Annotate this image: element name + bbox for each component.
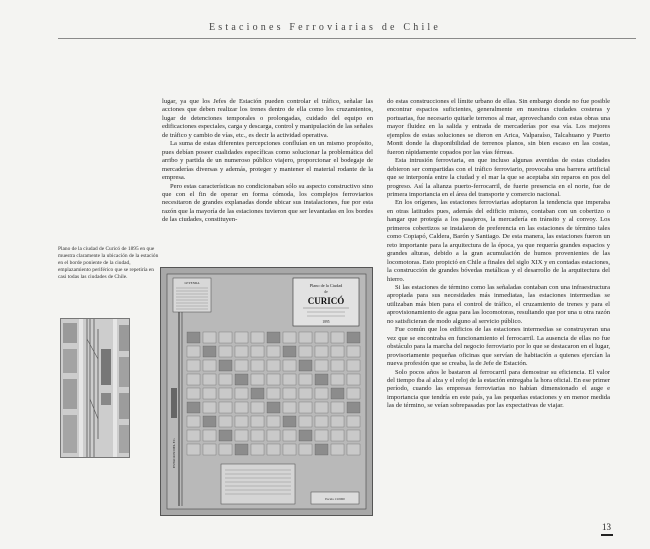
map-title-year: 1895 (322, 320, 330, 324)
city-block (283, 402, 296, 413)
map-title-main: CURICÓ (307, 296, 345, 306)
city-block (283, 332, 296, 343)
city-block (315, 388, 328, 399)
city-block (347, 374, 360, 385)
figure-caption: Plano de la ciudad de Curicó de 1895 en que muestra claramente la ubicación de la estación en el borde poniente de la ciudad, emplazamiento periférico que se repetiría en casi todas las ciudades de Chile. (58, 246, 159, 280)
city-block (299, 402, 312, 413)
city-block (299, 388, 312, 399)
city-block (251, 388, 264, 399)
city-block (331, 332, 344, 343)
city-block (235, 360, 248, 371)
city-block (203, 360, 216, 371)
city-block (203, 416, 216, 427)
city-block (267, 388, 280, 399)
city-block (347, 444, 360, 455)
city-block (315, 332, 328, 343)
city-block (347, 346, 360, 357)
city-block (235, 374, 248, 385)
city-block (299, 360, 312, 371)
city-block (267, 360, 280, 371)
city-block (347, 332, 360, 343)
city-block (219, 388, 232, 399)
city-block (331, 388, 344, 399)
paragraph: En los orígenes, las estaciones ferroviarias adoptaron la tendencia que imperaba en otras latitudes pues, además del edificio mismo, contaban con un cobertizo o hangar que protegía a los pasajeros, la mercadería en tránsito y al convoy. Los primeros cobertizos se instalaron de preferencia en las estaciones de término tales como Copiapó, Caldera, Barón y Santiago. De esta manera, las estaciones fueron un reto importante para la arquitectura de la época, ya que requería grandes espacios y grandes alturas, debido a la gran acumulación de humos provenientes de las locomotoras. Esto propició en Chile a finales del siglo XIX y en contadas estaciones, la construcción de grandes bóvedas metálicas y el desarrollo de la arquitectura del hierro. (387, 199, 610, 283)
city-block (203, 374, 216, 385)
map-legend-title: LEYENDA (184, 281, 200, 285)
city-block (315, 402, 328, 413)
map-street-label: ESTACION DEL F.C. (172, 437, 176, 468)
city-block (235, 346, 248, 357)
header-rule (58, 38, 636, 39)
map-title-line1: Plano de la Ciudad (309, 283, 343, 288)
city-block (219, 416, 232, 427)
city-block (315, 430, 328, 441)
city-block (283, 374, 296, 385)
city-block (331, 374, 344, 385)
city-block (267, 444, 280, 455)
city-block (299, 444, 312, 455)
city-block (299, 374, 312, 385)
paragraph: Pero estas características no condicionaban sólo su aspecto constructivo sino que con el fin de operar en forma cómoda, los complejos ferroviarios necesitaron de grandes explanadas donde ubicar sus instalaciones, fue por esta razón que la mayoría de las estaciones tuvieron que ser levantadas en los bordes de las ciudades, constituyen- (162, 182, 373, 224)
city-block (331, 346, 344, 357)
city-block (299, 332, 312, 343)
city-block (251, 444, 264, 455)
city-block (187, 346, 200, 357)
paragraph: lugar, ya que los Jefes de Estación pueden controlar el tráfico, señalar las acciones que deben realizar los trenes dentro de ella como los cruzamientos, lugar de detenciones temporales o prolongadas, cuidado del equipo en edificaciones especiales, carga y descarga, control y manipulación de las señales de tráfico y cambio de vías, etc., es decir la actividad operativa. (162, 98, 373, 139)
city-block (203, 388, 216, 399)
city-block (235, 430, 248, 441)
city-block (331, 444, 344, 455)
city-block (203, 430, 216, 441)
page-number: 13 (602, 522, 611, 532)
city-plan-drawing (161, 268, 372, 515)
city-block (219, 346, 232, 357)
body-column-left (162, 98, 373, 225)
city-block (251, 332, 264, 343)
paragraph: Esta intrusión ferroviaria, en que incluso algunas avenidas de estas ciudades debieron ser compartidas con el tráfico ferroviario, provocaba una barrera artificial que se interponía entre la ciudad y el mar la que se aceptaba sin reparos en pos del progreso. Así la alianza puerto-ferrocarril, de fuerte presencia en el norte, fue de primera importancia en el área del transporte y comercio nacional. (387, 157, 610, 198)
city-block (347, 430, 360, 441)
city-block (187, 388, 200, 399)
city-block (187, 444, 200, 455)
city-block (299, 430, 312, 441)
page-number-rule (601, 534, 613, 536)
city-block (251, 416, 264, 427)
city-block (347, 360, 360, 371)
city-block (235, 388, 248, 399)
city-block (331, 416, 344, 427)
city-block (251, 360, 264, 371)
city-plan-image (160, 267, 373, 516)
city-block (267, 374, 280, 385)
city-block (187, 332, 200, 343)
city-block (235, 444, 248, 455)
city-block (283, 430, 296, 441)
city-block (187, 402, 200, 413)
city-block (283, 388, 296, 399)
city-block (315, 360, 328, 371)
city-block (251, 374, 264, 385)
city-block (187, 374, 200, 385)
city-block (299, 346, 312, 357)
paragraph: Solo pocos años le bastaron al ferrocarril para demostrar su eficiencia. El valor del tiempo iba al alza y el reloj de la estación entregaba la hora oficial. En ese primer período, cuando las empresas ferroviarias no habían dimensionado el auge e importancia que tendría en este país, ya las pequeñas estaciones y en menor medida las de término, se veían sobrepasadas por las expectativas de viajar. (387, 368, 610, 410)
city-block (251, 430, 264, 441)
city-block (347, 402, 360, 413)
city-block (267, 416, 280, 427)
city-block (315, 346, 328, 357)
city-block (331, 430, 344, 441)
city-block (219, 402, 232, 413)
running-header: Estaciones Ferroviarias de Chile (208, 22, 442, 33)
city-block (187, 430, 200, 441)
city-block (331, 402, 344, 413)
map-scale: Escala 1:10000 (325, 497, 345, 501)
city-block (219, 374, 232, 385)
city-block (203, 402, 216, 413)
paragraph: Si las estaciones de término como las señaladas contaban con una infraestructura apropiada para sus necesidades más inmediatas, las estaciones intermedias se utilizaban más bien para el control de tráfico, el cruzamiento de trenes y para el aprovisionamiento de agua para las locomotoras, resultando que por una u otra razón no satisficieran de modo alguno al servicio público. (387, 283, 610, 325)
map-detail-drawing (61, 319, 129, 457)
city-block (251, 346, 264, 357)
city-block (187, 360, 200, 371)
body-column-right (387, 98, 610, 411)
city-block (283, 360, 296, 371)
city-block (315, 416, 328, 427)
city-block (219, 360, 232, 371)
city-block (267, 402, 280, 413)
city-block (235, 332, 248, 343)
city-block (315, 374, 328, 385)
city-block (235, 416, 248, 427)
city-block (203, 346, 216, 357)
city-block (299, 416, 312, 427)
city-block (315, 444, 328, 455)
city-block (283, 346, 296, 357)
city-block (251, 402, 264, 413)
city-block (283, 444, 296, 455)
city-block (347, 388, 360, 399)
city-block (267, 346, 280, 357)
paragraph: La suma de estas diferentes percepciones confluían en un mismo propósito, pues debían poseer cualidades específicas como solucionar la problemática del arribo y partida de un numeroso público viajero, proporcionar el bodegaje de mercaderías diversas y además, proteger y mantener el material rodante de la empresa. (162, 140, 373, 182)
city-block (283, 416, 296, 427)
city-block (331, 360, 344, 371)
map-detail-image (60, 318, 130, 458)
city-block (235, 402, 248, 413)
city-block (187, 416, 200, 427)
city-block (219, 332, 232, 343)
paragraph: do estas construcciones el límite urbano de ellas. Sin embargo donde no fue posible encontrar espacios suficientes, generalmente en nuestras ciudades costeras y portuarias, fue necesario quitarle terrenos al mar, aprovechando con estas obras una mayor fluidez en la salida y entrada de mercaderías por esa vía. Los mejores ejemplos de estas soluciones se dieron en Arica, Valparaíso, Talcahuano y Puerto Montt donde la disponibilidad de terrenos planos, sin bien escaso en las costas, fueron rápidamente copados por las vías férreas. (387, 98, 610, 156)
map-title-line2: de (324, 290, 328, 294)
city-block (203, 444, 216, 455)
city-block (267, 332, 280, 343)
city-block (267, 430, 280, 441)
paragraph: Fue común que los edificios de las estaciones intermedias se construyeran una vez que se encontraba en funcionamiento el ferrocarril. La ausencia de ellas no fue obstáculo para la marcha del negocio ferroviario por lo que se destacaron en el lugar, provisoriamente pequeñas oficinas que servían de habitación a quienes ejercían la nueva profesión que se creaba, la de Jefe de Estación. (387, 326, 610, 368)
city-block (219, 430, 232, 441)
city-block (219, 444, 232, 455)
city-block (347, 416, 360, 427)
city-block (203, 332, 216, 343)
